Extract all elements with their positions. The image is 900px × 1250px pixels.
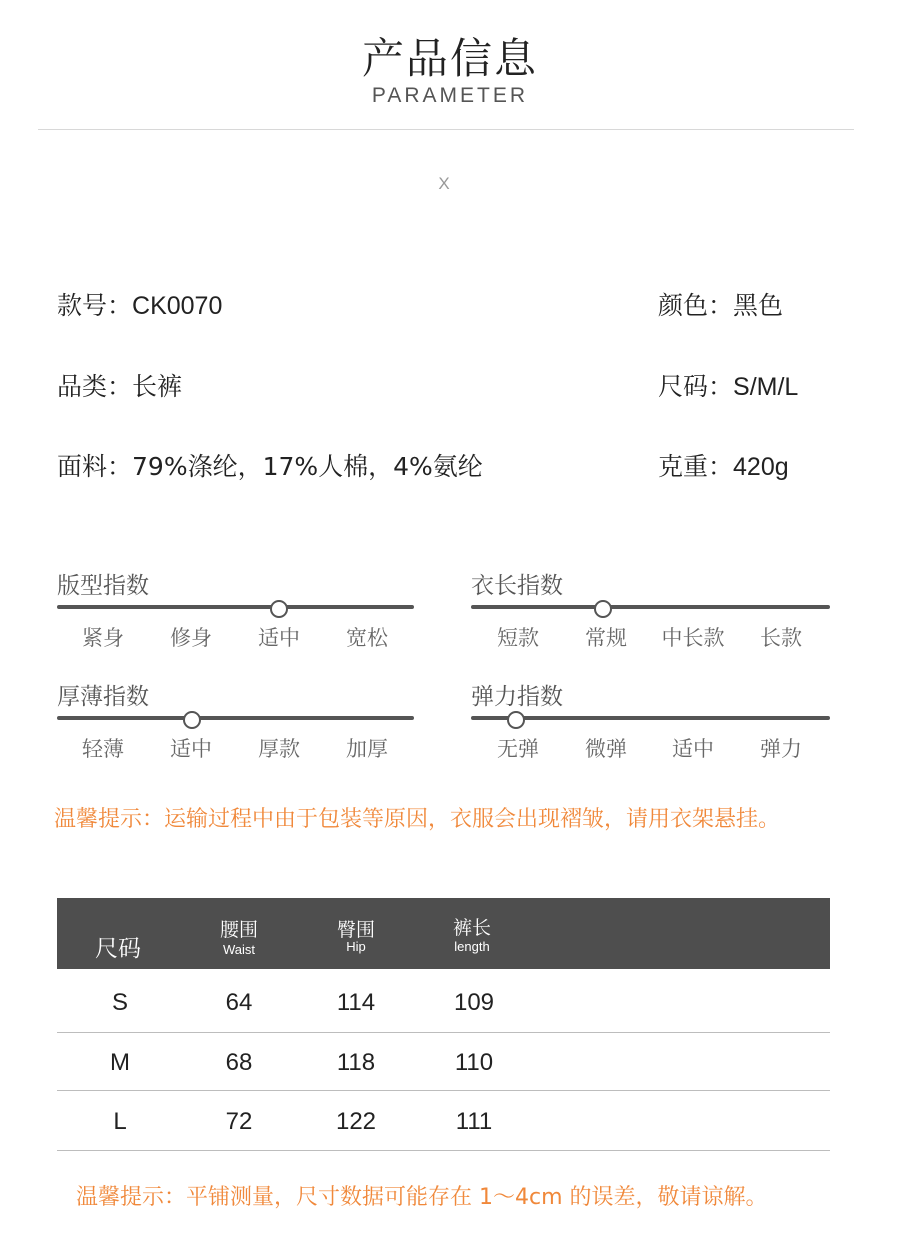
param-fabric-value: 79%涤纶，17%人棉，4%氨纶 [132, 452, 483, 481]
table-cell-length: 110 [454, 1049, 494, 1076]
fit-index-option: 紧身 [82, 626, 124, 650]
th-length-cn: 裤长 [452, 917, 491, 939]
length-index-title: 衣长指数 [471, 573, 563, 599]
length-index-track [471, 605, 830, 609]
table-cell-hip: 118 [336, 1049, 376, 1076]
param-weight [658, 447, 789, 483]
param-style-no-value: CK0070 [132, 292, 223, 320]
table-cell-size: M [110, 1049, 130, 1076]
table-cell-waist: 72 [225, 1108, 253, 1135]
param-size-label: 尺码： [658, 372, 734, 401]
length-index-option: 长款 [760, 626, 802, 650]
th-waist-cn: 腰围 [219, 919, 258, 941]
page-title: 产品信息 [361, 34, 538, 83]
th-length-en: length [454, 939, 490, 954]
fit-index-option: 适中 [258, 626, 300, 650]
table-cell-waist: 68 [225, 1049, 253, 1076]
fit-index-knob [270, 600, 288, 618]
param-size [658, 367, 798, 403]
param-style-no [57, 286, 222, 322]
table-cell-size: L [113, 1108, 127, 1135]
elasticity-index-option: 无弹 [497, 737, 539, 761]
thickness-index-title: 厚薄指数 [57, 684, 149, 710]
param-size-value: S/M/L [733, 373, 799, 401]
table-cell-size: S [111, 989, 128, 1016]
thickness-index-knob [183, 711, 201, 729]
elasticity-index-option: 适中 [672, 737, 714, 761]
table-cell-hip: 114 [336, 989, 376, 1016]
param-fabric [57, 447, 483, 483]
param-weight-label: 克重： [658, 452, 734, 481]
param-style-no-label: 款号： [57, 291, 133, 320]
length-index-knob [594, 600, 612, 618]
length-index-option: 中长款 [661, 626, 725, 650]
th-size: 尺码 [95, 936, 141, 962]
param-category [57, 367, 182, 403]
thickness-index-option: 厚款 [258, 737, 300, 761]
length-index-option: 常规 [585, 626, 627, 650]
page-subtitle: PARAMETER [371, 84, 529, 107]
thickness-index-option: 加厚 [346, 737, 388, 761]
fit-index-option: 修身 [170, 626, 212, 650]
elasticity-index-knob [507, 711, 525, 729]
param-color [658, 286, 783, 322]
table-cell-hip: 122 [335, 1108, 377, 1135]
th-waist-en: Waist [222, 942, 256, 957]
param-weight-value: 420g [733, 453, 789, 481]
param-color-label: 颜色： [658, 291, 734, 320]
elasticity-index-title: 弹力指数 [471, 684, 563, 710]
elasticity-index-option: 弹力 [760, 737, 802, 761]
table-row-divider [57, 1150, 830, 1151]
care-tip: 温馨提示：运输过程中由于包装等原因，衣服会出现褶皱，请用衣架悬挂。 [54, 807, 781, 832]
table-cell-waist: 64 [225, 989, 253, 1016]
elasticity-index-option: 微弹 [585, 737, 627, 761]
thickness-index-option: 适中 [170, 737, 212, 761]
table-cell-length: 109 [453, 989, 495, 1016]
fit-index-option: 宽松 [346, 626, 388, 650]
param-color-value: 黑色 [733, 291, 784, 320]
table-cell-length: 111 [455, 1108, 493, 1135]
header-divider [38, 129, 854, 130]
th-hip-en: Hip [346, 939, 366, 954]
param-category-value: 长裤 [132, 372, 183, 401]
measurement-tip: 温馨提示：平铺测量，尺寸数据可能存在 1～4cm 的误差，敬请谅解。 [76, 1185, 768, 1210]
length-index-option: 短款 [497, 626, 539, 650]
thickness-index-option: 轻薄 [82, 737, 124, 761]
fit-index-title: 版型指数 [57, 573, 149, 599]
table-row-divider [57, 1090, 830, 1091]
param-fabric-label: 面料： [57, 452, 133, 481]
thickness-index-track [57, 716, 414, 720]
param-category-label: 品类： [57, 372, 133, 401]
x-mark: X [438, 174, 450, 193]
table-row-divider [57, 1032, 830, 1033]
th-hip-cn: 臀围 [336, 919, 375, 941]
fit-index-track [57, 605, 414, 609]
